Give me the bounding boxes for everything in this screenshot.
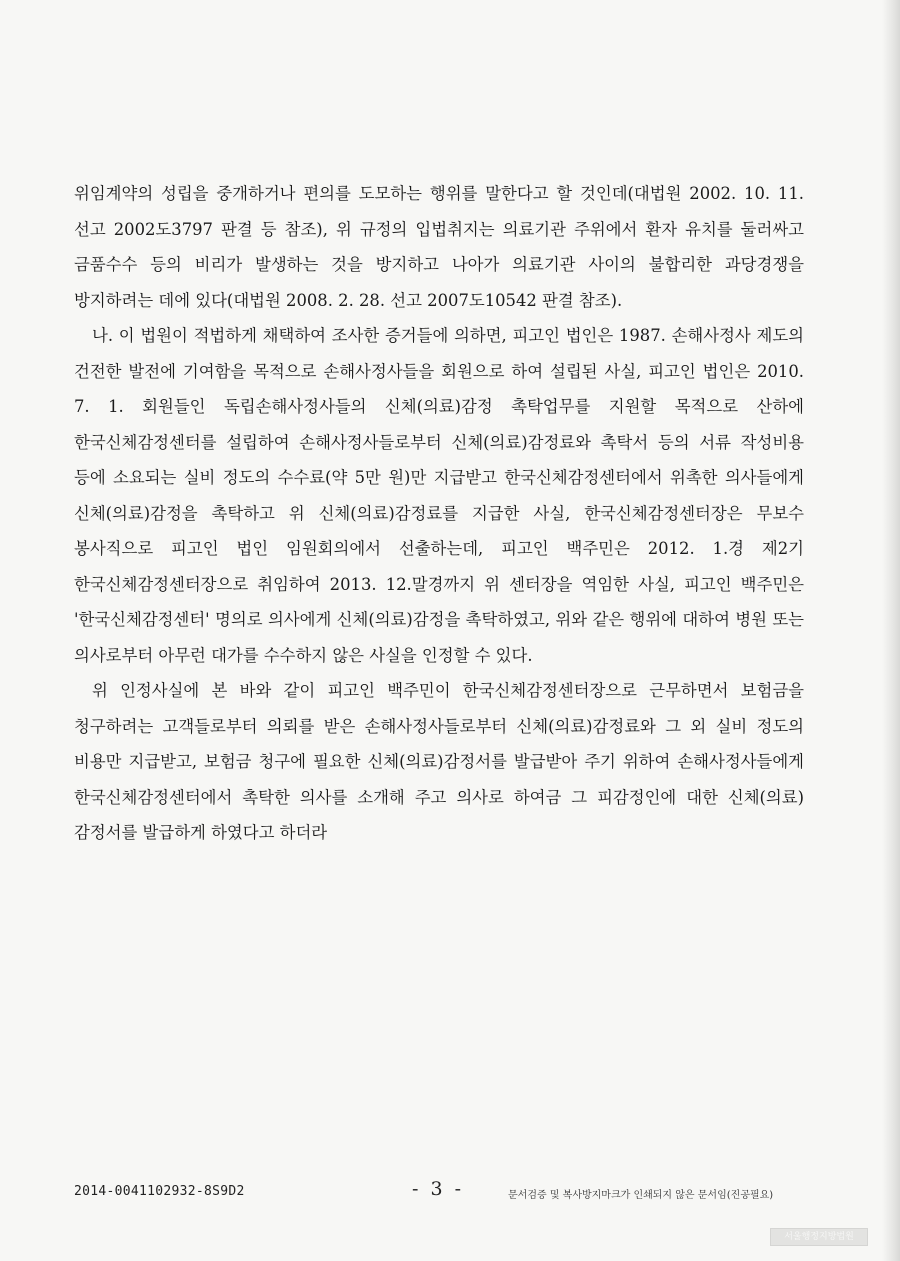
page-footer: [0, 1180, 900, 1210]
verification-note: 문서검증 및 복사방지마크가 인쇄되지 않은 문서임(진공필요): [508, 1190, 774, 1201]
document-body: [74, 176, 804, 851]
page-number: - 3 -: [412, 1178, 465, 1200]
paragraph-continuation: 위임계약의 성립을 중개하거나 편의를 도모하는 행위를 말한다고 할 것인데(대법원 2002. 10. 11. 선고 2002도3797 판결 등 참조), 위 규정의 입법취지는 의료기관 주위에서 환자 유치를 둘러싸고 금품수수 등의 비리가 발생하는 것을 방지하고 나아가 의료기관 사이의 불합리한 과당경쟁을 방지하려는 데에 있다(대법원 2008. 2. 28. 선고 2007도10542 판결 참조).: [74, 184, 804, 310]
paragraph-reasoning: 위 인정사실에 본 바와 같이 피고인 백주민이 한국신체감정센터장으로 근무하면서 보험금을 청구하려는 고객들로부터 의뢰를 받은 손해사정사들로부터 신체(의료)감정료와 그 외 실비 정도의 비용만 지급받고, 보험금 청구에 필요한 신체(의료)감정서를 발급받아 주기 위하여 손해사정사들에게 한국신체감정센터에서 촉탁한 의사를 소개해 주고 의사로 하여금 그 피감정인에 대한 신체(의료)감정서를 발급하게 하였다고 하더라: [74, 681, 804, 842]
watermark-text: 서울행정지방법원: [784, 1232, 854, 1242]
court-watermark: [770, 1228, 868, 1246]
document-id: 2014-0041102932-8S9D2: [74, 1184, 245, 1199]
scan-edge: [882, 0, 900, 1261]
paragraph-facts: 나. 이 법원이 적법하게 채택하여 조사한 증거들에 의하면, 피고인 법인은 1987. 손해사정사 제도의 건전한 발전에 기여함을 목적으로 손해사정사들을 회원으로 하여 설립된 사실, 피고인 법인은 2010. 7. 1. 회원들인 독립손해사정사들의 신체(의료)감정 촉탁업무를 지원할 목적으로 산하에 한국신체감정센터를 설립하여 손해사정사들로부터 신체(의료)감정료와 촉탁서 등의 서류 작성비용 등에 소요되는 실비 정도의 수수료(약 5만 원)만 지급받고 한국신체감정센터에서 위촉한 의사들에게 신체(의료)감정을 촉탁하고 위 신체(의료)감정료를 지급한 사실, 한국신체감정센터장은 무보수 봉사직으로 피고인 법인 임원회의에서 선출하는데, 피고인 백주민은 2012. 1.경 제2기 한국신체감정센터장으로 취임하여 2013. 12.말경까지 위 센터장을 역임한 사실, 피고인 백주민은 '한국신체감정센터' 명의로 의사에게 신체(의료)감정을 촉탁하였고, 위와 같은 행위에 대하여 병원 또는 의사로부터 아무런 대가를 수수하지 않은 사실을 인정할 수 있다.: [74, 326, 804, 665]
